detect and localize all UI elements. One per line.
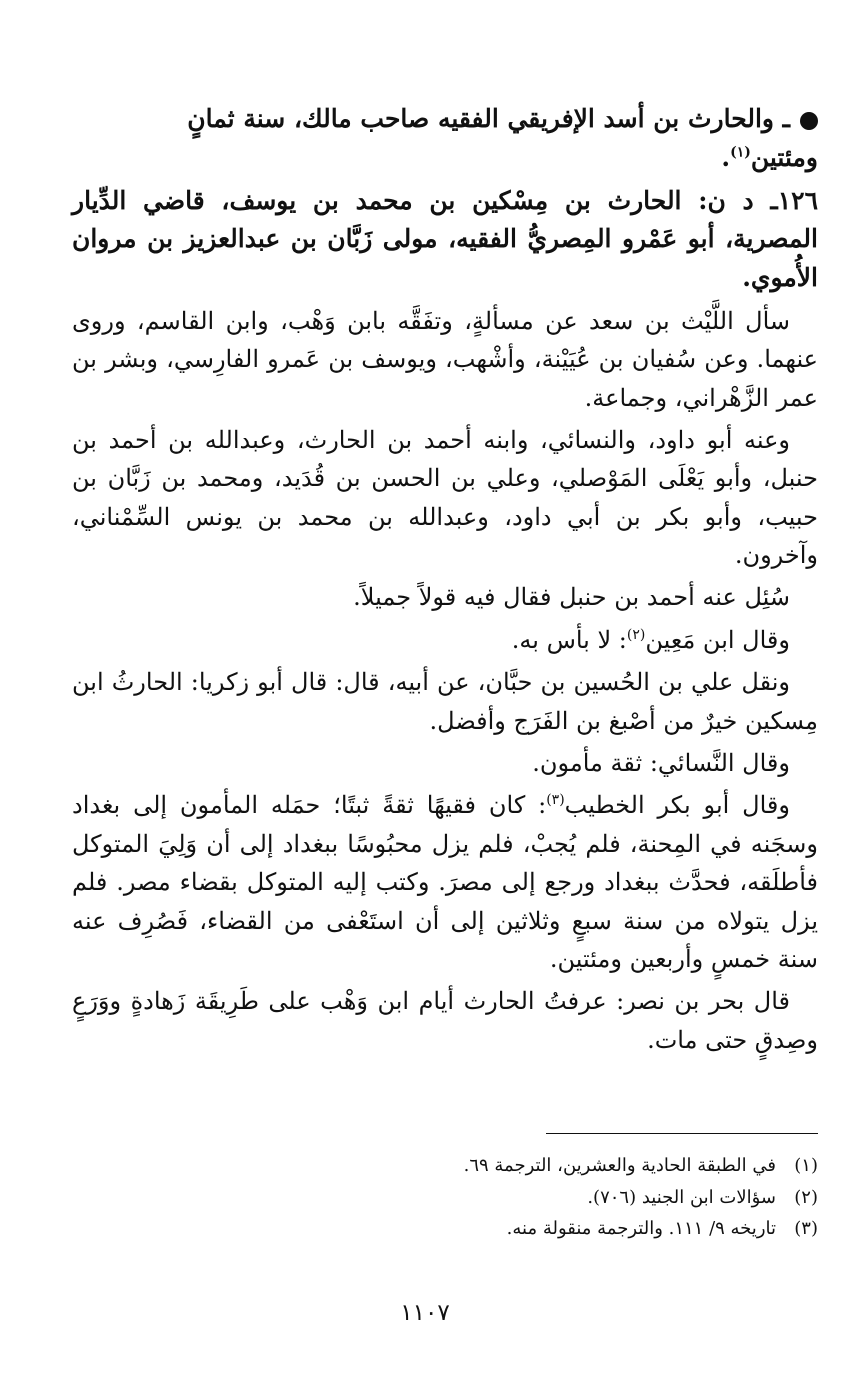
entry-heading [72,182,818,298]
entry-title: الحارث بن مِسْكين بن محمد بن يوسف، قاضي الدِّيار المصرية، أبو عَمْرو المِصريُّ الفقيه، مولى زَبَّان بن عبدالعزيز بن مروان الأُموي. [72,185,818,292]
intro-line-2: ومئتين [750,142,818,172]
footnote-1 [58,1150,818,1182]
footnote-divider [546,1133,818,1134]
khatib-before: وقال أبو بكر الخطيب [564,791,790,820]
footnote-number: (٢) [794,1186,818,1208]
entry-number: ١٢٦ـ د ن: [698,185,819,215]
footnote-text: تاريخه ٩/ ١١١. والترجمة منقولة منه. [506,1218,776,1239]
paragraph-students: وعنه أبو داود، والنسائي، وابنه أحمد بن الحارث، وعبدالله بن أحمد بن حنبل، وأبو يَعْلَى المَوْصلي، وعلي بن الحسن بن قُدَيد، ومحمد بن زَبَّان بن حبيب، وأبو بكر بن أبي داود، وعبدالله بن محمد بن يونس السِّمْناني، وآخرون. [72,425,818,570]
footnote-3 [58,1213,818,1245]
paragraph-nuql: ونقل علي بن الحُسين بن حبَّان، عن أبيه، قال: قال أبو زكريا: الحارثُ ابن مِسكين خيرٌ من أصْبغ بن الفَرَج وأفضل. [72,668,818,735]
footnote-ref-1[interactable]: (١) [730,144,751,161]
bullet-icon [800,112,818,130]
paragraph-teachers: سأل اللَّيْث بن سعد عن مسألةٍ، وتفَقَّه بابن وَهْب، وابن القاسم، وروى عنهما. وعن سُفيان بن عُيَيْنة، وأشْهب، ويوسف بن عَمرو الفارِسي، وبشر بن عمر الزَّهْراني، وجماعة. [72,306,818,412]
paragraph-khatib [72,786,818,978]
footnotes [58,1150,818,1245]
footnote-ref-2[interactable]: (٢) [626,626,646,643]
footnote-2 [58,1182,818,1214]
page-body [72,100,818,1063]
paragraph-ibn-main [72,621,818,659]
paragraph-ahmad: سُئِل عنه أحمد بن حنبل فقال فيه قولاً جميلاً. [353,583,790,612]
intro-line [72,100,818,178]
footnote-text: سؤالات ابن الجنيد (٧٠٦). [587,1186,776,1208]
footnote-text: في الطبقة الحادية والعشرين، الترجمة ٦٩. [463,1155,776,1176]
footnote-number: (١) [794,1155,818,1176]
ibn-main-before: وقال ابن مَعِين [645,625,790,654]
intro-line-end: . [721,142,731,172]
page-number: ١١٠٧ [400,1300,450,1326]
intro-line-1: ـ والحارث بن أسد الإفريقي الفقيه صاحب مالك، سنة ثمانٍ [187,104,790,133]
ibn-main-after: : لا بأس به. [511,625,627,654]
footnote-ref-3[interactable]: (٣) [546,792,565,809]
paragraph-bahr: قال بحر بن نصر: عرفتُ الحارث أيام ابن وَهْب على طَرِيقَة زَهادةٍ ووَرَعٍ وصِدقٍ حتى مات. [72,987,818,1054]
paragraph-nasai: وقال النَّسائي: ثقة مأمون. [532,749,790,778]
khatib-after: : كان فقيهًا ثقةً ثبتًا؛ حمَله المأمون إلى بغداد وسجَنه في المِحنة، فلم يُجبْ، فلم يزل محبُوسًا ببغداد إلى أن وَلِيَ المتوكل فأطلَقه، فحدَّث ببغداد ورجع إلى مصرَ. وكتب إليه المتوكل بقضاء مصر. فلم يزل يتولاه من سنة سبعٍ وثلاثين إلى أن استَعْفى من القضاء، فَصُرِف عنه سنة خمسٍ وأربعين ومئتين. [72,791,818,973]
footnote-number: (٣) [794,1218,818,1239]
